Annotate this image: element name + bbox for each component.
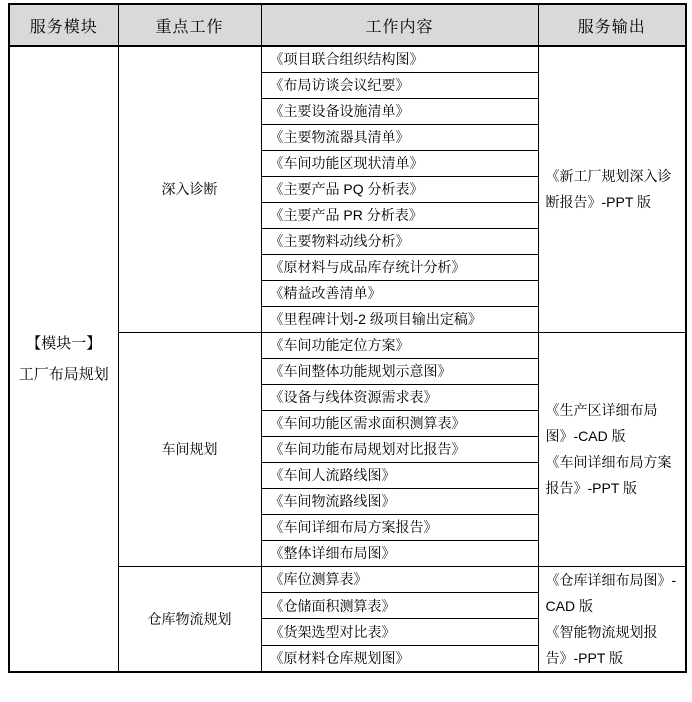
work-item-cell: 《里程碑计划-2 级项目输出定稿》 — [261, 306, 538, 332]
work-item-cell: 《项目联合组织结构图》 — [261, 46, 538, 72]
work-item-cell: 《主要设备设施清单》 — [261, 98, 538, 124]
work-item-cell: 《车间详细布局方案报告》 — [261, 514, 538, 540]
work-item-cell: 《主要物流器具清单》 — [261, 124, 538, 150]
work-item-cell: 《原材料与成品库存统计分析》 — [261, 254, 538, 280]
output-doc: 《生产区详细布局图》-CAD 版 — [545, 402, 658, 444]
output-doc: 《智能物流规划报告》-PPT 版 — [545, 623, 658, 666]
output-cell — [538, 566, 686, 672]
focus-cell: 车间规划 — [118, 332, 261, 566]
work-item-cell: 《主要物料动线分析》 — [261, 228, 538, 254]
work-item-cell: 《布局访谈会议纪要》 — [261, 72, 538, 98]
output-cell — [538, 46, 686, 332]
module-cell — [9, 46, 118, 672]
work-item-cell: 《车间整体功能规划示意图》 — [261, 358, 538, 384]
module-line2: 工厂布局规划 — [18, 365, 109, 383]
work-item-cell: 《车间功能区需求面积测算表》 — [261, 410, 538, 436]
work-item-cell: 《仓储面积测算表》 — [261, 592, 538, 618]
work-item-cell: 《车间功能区现状清单》 — [261, 150, 538, 176]
work-item-cell: 《原材料仓库规划图》 — [261, 645, 538, 671]
header-cell-service-module: 服务模块 — [9, 4, 118, 46]
table-body — [9, 46, 686, 672]
work-item-cell: 《库位测算表》 — [261, 566, 538, 592]
service-module-table — [8, 3, 687, 673]
output-doc: 《仓库详细布局图》-CAD 版 — [545, 571, 677, 614]
output-cell — [538, 332, 686, 566]
output-doc: 《新工厂规划深入诊断报告》-PPT 版 — [545, 168, 672, 211]
header-cell-service-output: 服务输出 — [538, 4, 686, 46]
work-item-cell: 《车间功能布局规划对比报告》 — [261, 436, 538, 462]
table-row — [9, 46, 686, 72]
work-item-cell: 《车间功能定位方案》 — [261, 332, 538, 358]
work-item-cell: 《精益改善清单》 — [261, 280, 538, 306]
work-item-cell: 《车间物流路线图》 — [261, 488, 538, 514]
header-cell-key-work: 重点工作 — [118, 4, 261, 46]
work-item-cell: 《货架选型对比表》 — [261, 619, 538, 645]
table-header — [9, 4, 686, 46]
output-doc: 《车间详细布局方案报告》-PPT 版 — [545, 454, 672, 496]
work-item-cell: 《整体详细布局图》 — [261, 540, 538, 566]
header-cell-work-content: 工作内容 — [261, 4, 538, 46]
header-row — [9, 4, 686, 46]
module-line1: 【模块一】 — [26, 334, 102, 352]
work-item-cell: 《设备与线体资源需求表》 — [261, 384, 538, 410]
work-item-cell: 《主要产品 PR 分析表》 — [261, 202, 538, 228]
work-item-cell: 《主要产品 PQ 分析表》 — [261, 176, 538, 202]
focus-cell: 深入诊断 — [118, 46, 261, 332]
focus-cell: 仓库物流规划 — [118, 566, 261, 672]
work-item-cell: 《车间人流路线图》 — [261, 462, 538, 488]
